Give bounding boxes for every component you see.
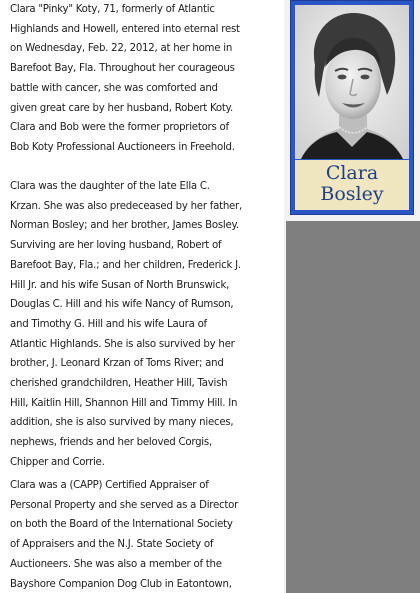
text-line: Surviving are her loving husband, Robert of [10,240,222,252]
portrait-frame [290,0,414,215]
obituary-paragraph-2 [10,177,242,473]
portrait-caption [295,160,409,210]
portrait-image [295,5,409,159]
text-line: Highlands and Howell, entered into eternal rest [10,23,240,35]
text-line: Clara "Pinky" Koty, 71, formerly of Atlantic [10,4,215,15]
text-line: Norman Bosley; and her brother, James Bosley. [10,220,239,232]
text-line: Barefoot Bay, Fla. Throughout her courageous [10,63,235,75]
text-line: on both the Board of the International Society [10,519,233,531]
text-line: Bob Koty Professional Auctioneers in Freehold. [10,141,235,153]
text-line: brother, J. Leonard Krzan of Toms River; and [10,358,224,370]
text-line: Krzan. She was also predeceased by her father, [10,200,242,212]
caption-last-name: Bosley [320,183,384,205]
text-line: Personal Property and she served as a Director [10,499,239,511]
portrait-photo [295,5,409,159]
text-line: Hill, Kaitlin Hill, Shannon Hill and Timmy Hill. In [10,397,238,409]
text-line: battle with cancer, she was comforted and [10,82,218,94]
text-line: given great care by her husband, Robert Koty. [10,102,233,114]
text-line: nephews, friends and her beloved Corgis, [10,437,212,449]
text-line: on Wednesday, Feb. 22, 2012, at her home in [10,43,233,55]
text-line: addition, she is also survived by many nieces, [10,417,234,429]
text-line: Clara was a (CAPP) Certified Appraiser of [10,480,209,491]
text-line: Bayshore Companion Dog Club in Eatontown, [10,578,232,590]
text-line: Hill Jr. and his wife Susan of North Brunswick, [10,279,230,291]
text-line: of Appraisers and the N.J. State Society of [10,539,214,551]
text-line: Douglas C. Hill and his wife Nancy of Rumson, [10,299,234,311]
text-line: Chipper and Corrie. [10,456,105,468]
obituary-paragraph-1 [10,0,240,158]
text-line: Atlantic Highlands. She is also survived by her [10,338,235,350]
text-line: and Timothy G. Hill and his wife Laura of [10,318,207,330]
sidebar-gray-panel [286,221,420,593]
caption-first-name: Clara [325,162,379,184]
obituary-paragraph-3 [10,476,238,593]
text-line: cherished grandchildren, Heather Hill, Tavish [10,378,228,390]
text-line: Barefoot Bay, Fla.; and her children, Frederick J. [10,259,241,271]
text-line: Clara was the daughter of the late Ella C. [10,181,210,192]
text-line: Clara and Bob were the former proprietors of [10,122,229,134]
text-line: Auctioneers. She was also a member of the [10,558,222,570]
